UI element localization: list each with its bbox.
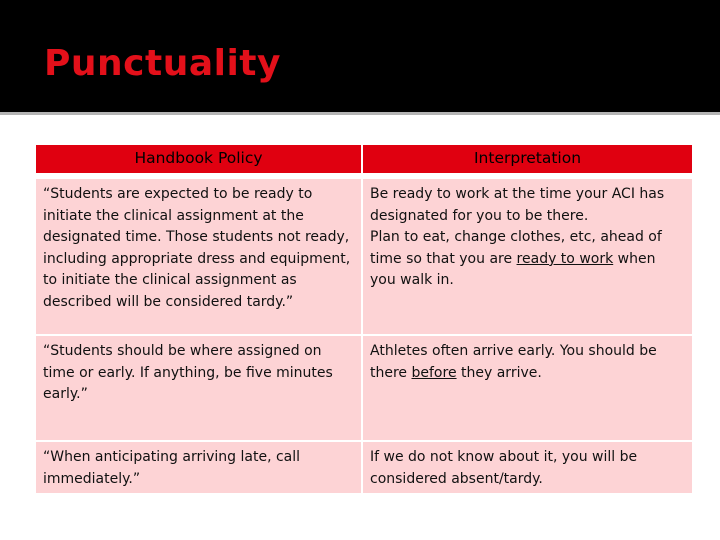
- underlined-emphasis: ready to work: [516, 250, 614, 267]
- interpretation-cell: [362, 176, 692, 335]
- interpretation-text: Be ready to work at the time your ACI has designated for you to be there.: [370, 186, 665, 224]
- title-bar: [0, 0, 720, 112]
- interpretation-text: Athletes often arrive early. You should be there: [370, 343, 657, 381]
- title-divider: [0, 112, 720, 115]
- table-row: [36, 441, 692, 494]
- policy-table: [36, 145, 692, 495]
- underlined-emphasis: before: [411, 364, 457, 381]
- policy-cell: “When anticipating arriving late, call immediately.”: [36, 441, 362, 494]
- interpretation-text: they arrive.: [456, 364, 542, 381]
- header-handbook-policy: Handbook Policy: [36, 145, 362, 176]
- interpretation-cell: [362, 335, 692, 441]
- interpretation-cell: If we do not know about it, you will be considered absent/tardy.: [362, 441, 692, 494]
- table-row: [36, 176, 692, 335]
- table-row: [36, 335, 692, 441]
- slide-title: Punctuality: [44, 43, 281, 84]
- policy-cell: “Students should be where assigned on time or early. If anything, be five minutes early.”: [36, 335, 362, 441]
- interpretation-text: when you walk in.: [370, 250, 656, 289]
- policy-cell: “Students are expected to be ready to initiate the clinical assignment at the designated time. Those students not ready, including appropriate dress and equipment, to initiate the clinical assignment as described will be considered tardy.”: [36, 176, 362, 335]
- interpretation-text: Plan to eat, change clothes, etc, ahead of time so that you are: [370, 229, 662, 267]
- table-header-row: [36, 145, 692, 176]
- header-interpretation: Interpretation: [362, 145, 692, 176]
